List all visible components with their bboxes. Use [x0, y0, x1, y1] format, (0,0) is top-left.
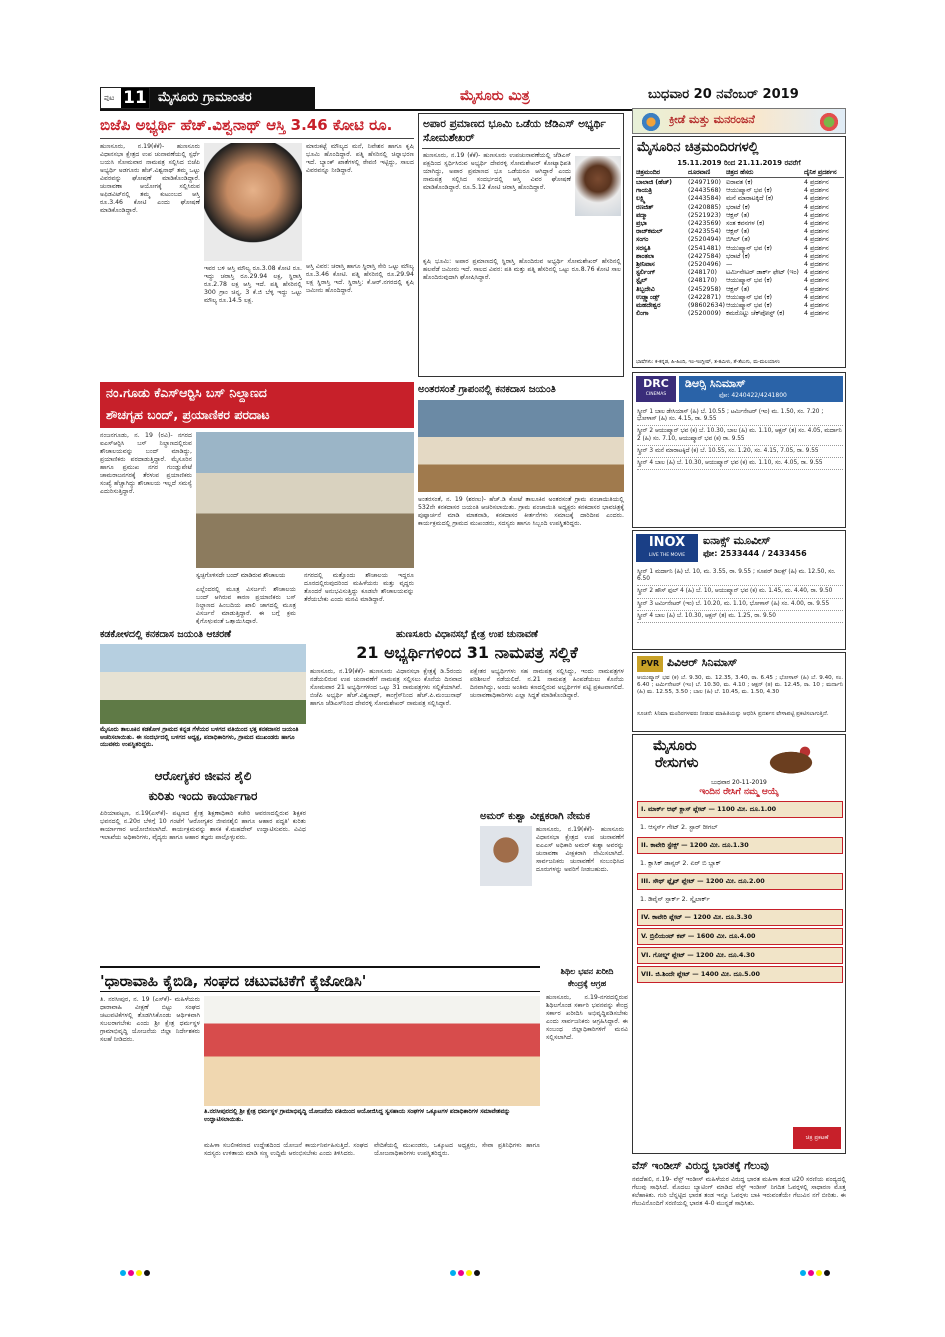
show-count: 4 ಪ್ರದರ್ಶನ	[804, 293, 829, 301]
theatre-name: ಶಾಂತಲಾ	[636, 252, 655, 260]
theatre-name: ಸರಸ್ವತಿ	[636, 244, 651, 252]
story-building	[546, 966, 628, 1262]
drc-logo-sub: CINEMAS	[645, 392, 667, 397]
story-antharasanthe-headline: ಅಂತರಸಂತೆ ಗ್ರಾಪಂನಲ್ಲಿ ಕನಕದಾಸ ಜಯಂತಿ	[418, 384, 556, 395]
drc-phone: ಫೋ: 4240422/4241800	[719, 392, 787, 399]
theatre-phone: (2427584)	[688, 252, 721, 260]
drc-title: ಡಿಆರ್‍ಸಿ ಸಿನಿಮಾಸ್	[685, 377, 746, 390]
theatre-row	[636, 236, 844, 244]
race-selection: 1. ಡಿವೈನ್ ಸ್ಪಾರ್ಕ್ 2. ಸ್ಕೈಲಾರ್ಕ್	[640, 895, 710, 903]
theatre-phone: (2443568)	[688, 187, 721, 195]
story-healthy-lifestyle	[100, 766, 306, 962]
theatre-name: ಸ್ಟೈಲ್	[636, 277, 648, 285]
story-bus-stand-toilet	[100, 382, 414, 624]
race-selections	[637, 801, 843, 985]
film-title: ಆಯುಷ್ಮಾನ್ ಭವ (ಕ)	[726, 277, 772, 285]
story-jds-col1: ಹುಣಸೂರು, ನ.19 (ಕೆಕೆ)- ಹುಣಸೂರು ಉಪಚುನಾವಣೆಯಲ್ಲಿ ಜೆಡಿಎಸ್ ಪಕ್ಷದಿಂದ ಸ್ಪರ್ಧಿಸಿರುವ ಅಭ್ಯರ್ಥಿ ದೇವರಳ್ಳಿ ಸೋಮಶೇಖರ್ ಕೋಟ್ಯಾಧಿಪತಿ ಯಾಗಿದ್ದು, ಅಪಾರ ಪ್ರಮಾಣದ ಭೂ ಒಡೆಯರೂ ಆಗಿದ್ದಾರೆ ಎಂದು ನಾಮಪತ್ರ ಸಲ್ಲಿಸಿದ ಸಂದರ್ಭದಲ್ಲಿ ಆಸ್ತಿ ವಿವರ ಘೋಷಣೆ ಮಾಡಿಕೊಂಡಿದ್ದಾರೆ. ರೂ.5.12 ಕೋಟಿ ಚರಾಸ್ತಿ ಹೊಂದಿದ್ದಾರೆ.	[423, 152, 571, 191]
theatre-name: ಬಾಲಾಜಿ (ಹೆಚ್)	[636, 179, 672, 186]
story-serial-caption: ತಿ.ನರಸೀಪುರದಲ್ಲಿ ಶ್ರೀ ಕ್ಷೇತ್ರ ಧರ್ಮಸ್ಥಳ ಗ್ರಾಮಾಭಿವೃದ್ಧಿ ಯೋಜನೆಯ ವತಿಯಿಂದ ಆಯೋಜಿಸಿದ್ದ ಸ್ವಸಹಾಯ ಸಂಘಗಳ ಒಕ್ಕೂಟಗಳ ಪದಾಧಿಕಾರಿಗಳ ಸಮಾವೇಶವನ್ನು ಉದ್ಘಾಟಿಸಲಾಯಿತು.	[204, 1108, 511, 1123]
divider	[422, 148, 620, 149]
theatre-name: ಸ್ಟರ್ಲಿಂಗ್	[636, 269, 656, 277]
story-building-headline-1: ಶಿಥಿಲ ಭವನ ಖರೀದಿ	[560, 967, 614, 976]
story-cricket-body: ನವದೆಹಲಿ, ನ.19- ವೆಸ್ಟ್ ಇಂಡೀಸ್ ಮಹಿಳೆಯರ ವಿರುದ್ಧ ಭಾರತ ಮಹಿಳಾ ತಂಡ ಟಿ20 ಸರಣಿಯ ಪಂದ್ಯದಲ್ಲಿ ಗೆಲುವು ಸಾಧಿಸಿದೆ. ಮೊದಲು ಬ್ಯಾಟಿಂಗ್ ಮಾಡಿದ ವೆಸ್ಟ್ ಇಂಡೀಸ್ ನಿಗದಿತ ಓವರ್‍ಗಳಲ್ಲಿ ಸಾಧಾರಣ ಮೊತ್ತ ಕಲೆಹಾಕಿತು. ಗುರಿ ಬೆನ್ನಟ್ಟಿದ ಭಾರತ ತಂಡ ಇನ್ನೂ ಓವರ್‍ಗಳು ಬಾಕಿ ಇರುವಂತೆಯೇ ಗೆಲುವಿನ ನಗೆ ಬೀರಿತು. ಈ ಗೆಲುವಿನೊಂದಿಗೆ ಸರಣಿಯಲ್ಲಿ ಭಾರತ 4-0 ಮುನ್ನಡೆ ಸಾಧಿಸಿತು.	[632, 1176, 846, 1207]
show-count: 4 ಪ್ರದರ್ಶನ	[804, 228, 829, 236]
theatre-name: ಪದ್ಮಾ	[636, 211, 648, 219]
film-title: ಐರಾವತ (ಕ)	[726, 179, 753, 186]
race-heading: VII. ಜಿ.ಶಿಂದೇ ಪ್ಲೇಟ್ — 1400 ಮೀ. ದೂ.5.00	[637, 966, 843, 983]
story-bus-col2: ಎಲ್ಲೆಂದರಲ್ಲಿ ಮೂತ್ರ ವಿಸರ್ಜನೆ: ಶೌಚಾಲಯ ಬಂದ್ ಆಗಿರುವ ಕಾರಣ ಪ್ರಯಾಣಿಕರು ಬಸ್ ನಿಲ್ದಾಣದ ಹಿಂಬದಿಯ ಖಾಲಿ ಜಾಗದಲ್ಲಿ ಮೂತ್ರ ವಿಸರ್ಜನೆ ಮಾಡುತ್ತಿದ್ದಾರೆ. ಈ ಬಗ್ಗೆ ಕ್ರಮ ಕೈಗೊಳ್ಳುವಂತೆ ಒತ್ತಾಯಿಸಿದ್ದಾರೆ.	[196, 586, 296, 624]
story-bus-caption: ಸ್ವಚ್ಛಗೊಳಿಸದೇ ಬಂದ್ ಮಾಡಿರುವ ಶೌಚಾಲಯ	[196, 572, 286, 579]
story-antharasanthe-body: ಅಂತರಸಂತೆ, ನ. 19 (ಶರಣು)- ಹೆಚ್.ಡಿ ಕೋಟೆ ತಾಲೂಕಿನ ಅಂತರಸಂತೆ ಗ್ರಾಮ ಪಂಚಾಯಿತಿಯಲ್ಲಿ 532ನೇ ಕನಕದಾಸರ ಜಯಂತಿ ಆಚರಿಸಲಾಯಿತು. ಗ್ರಾಮ ಪಂಚಾಯಿತಿ ಅಧ್ಯಕ್ಷರು ಕನಕದಾಸರ ಭಾವಚಿತ್ರಕ್ಕೆ ಪುಷ್ಪಾರ್ಚನೆ ಮಾಡಿ ಮಾತನಾಡಿ, ಕನಕದಾಸರ ಕೀರ್ತನೆಗಳು ಸಮಾಜಕ್ಕೆ ದಾರಿದೀಪ ಎಂದರು. ಕಾರ್ಯಕ್ರಮದಲ್ಲಿ ಗ್ರಾಮದ ಮುಖಂಡರು, ಸದಸ್ಯರು ಹಾಗೂ ಸಿಬ್ಬಂದಿ ಉಪಸ್ಥಿತರಿದ್ದರು.	[418, 496, 624, 527]
show-count: 4 ಪ್ರದರ್ಶನ	[804, 236, 829, 244]
story-bjp-headline: ಬಿಜೆಪಿ ಅಭ್ಯರ್ಥಿ ಹೆಚ್.ವಿಶ್ವನಾಥ್ ಆಸ್ತಿ 3.46 ಕೋಟಿ ರೂ.	[100, 116, 393, 134]
theatre-row	[636, 294, 844, 302]
theatre-row	[636, 302, 844, 310]
race-heading: VI. ಗೋಲ್ಡ್ ಪ್ಲೇಟ್ — 1200 ಮೀ. ದೂ.4.30	[637, 947, 843, 964]
mysore-races-box	[632, 734, 846, 1154]
story-antharasanthe	[418, 382, 624, 624]
show-count: 4 ಪ್ರದರ್ಶನ	[804, 187, 829, 195]
races-title-1: ಮೈಸೂರು	[653, 738, 697, 754]
race-heading: V. ಬ್ರಿಲಿಯಂಟ್ ಕಪ್ — 1600 ಮೀ. ದೂ.4.00	[637, 928, 843, 945]
inox-screen-line: ಸ್ಕ್ರೀನ್ 2 ಹೌಸ್ ಫುಲ್ 4 (ಹಿ) ಬೆ. 10, ಆಯುಷ್ಮಾನ್ ಭವ (ಕ) ಮ. 1.45, ಮ. 4.40, ರಾ. 9.50	[637, 586, 843, 598]
story-bus-headline-2: ಶೌಚಗೃಹ ಬಂದ್, ಪ್ರಯಾಣಿಕರ ಪರದಾಟ	[106, 407, 270, 422]
story-serial-col1: ತಿ. ನರಸೀಪುರ, ನ. 19 (ಎಸ್‍ಕೆ)- ಮಹಿಳೆಯರು ಧಾರಾವಾಹಿ ವೀಕ್ಷಣೆ ಬಿಟ್ಟು ಸಂಘದ ಚಟುವಟಿಕೆಗಳಲ್ಲಿ ತೊಡಗಿಸಿಕೊಂಡು ಆರ್ಥಿಕವಾಗಿ ಸಬಲರಾಗಬೇಕು ಎಂದು ಶ್ರೀ ಕ್ಷೇತ್ರ ಧರ್ಮಸ್ಥಳ ಗ್ರಾಮಾಭಿವೃದ್ಧಿ ಯೋಜನೆಯ ಜಿಲ್ಲಾ ನಿರ್ದೇಶಕರು ಸಲಹೆ ನೀಡಿದರು.	[100, 996, 200, 1043]
drc-logo-text: DRC	[643, 377, 669, 390]
theatre-row	[636, 253, 844, 261]
pvr-title: ಪಿವಿಆರ್ ಸಿನಿಮಾಸ್	[667, 656, 738, 669]
theatre-table-body	[636, 179, 844, 318]
story-cricket	[632, 1158, 846, 1262]
story-observer	[480, 810, 624, 962]
inox-box	[632, 530, 846, 650]
theatre-row	[636, 179, 844, 187]
show-count: 4 ಪ್ರದರ್ಶನ	[804, 310, 829, 318]
drc-title-bar	[679, 376, 843, 402]
theatre-listings-title: ಮೈಸೂರಿನ ಚಿತ್ರಮಂದಿರಗಳಲ್ಲಿ	[637, 140, 759, 155]
film-title: ಆಯುಷ್ಮಾನ್ ಭವ (ಕ)	[726, 293, 772, 301]
theatre-phone: (2420885)	[688, 203, 721, 211]
story-bjp-col3: ಆಸ್ತಿ ವಿವರ: ಚರಾಸ್ತಿ ಹಾಗೂ ಸ್ಥಿರಾಸ್ತಿ ಸೇರಿ ಒಟ್ಟು ಮೌಲ್ಯ ರೂ.3.46 ಕೋಟಿ. ಪತ್ನಿ ಹೆಸರಿನಲ್ಲಿ ರೂ.29.94 ಲಕ್ಷ ಸ್ಥಿರಾಸ್ತಿ ಇದೆ. ಸ್ಥಿರಾಸ್ತಿ: ಕೆ.ಆರ್.ನಗರದಲ್ಲಿ ಕೃಷಿ ಜಮೀನು ಹೊಂದಿದ್ದಾರೆ.	[306, 263, 414, 294]
story-kadakola-caption: ಮೈಸೂರು ತಾಲೂಕಿನ ಕಡಕೋಳ ಗ್ರಾಮದ ಕನ್ನಡ ಗೆಳೆಯರ ಬಳಗದ ವತಿಯಿಂದ ಭಕ್ತ ಕನಕದಾಸರ ಜಯಂತಿ ಆಚರಿಸಲಾಯಿತು. ಈ ಸಂದರ್ಭದಲ್ಲಿ ಬಳಗದ ಅಧ್ಯಕ್ಷ, ಪದಾಧಿಕಾರಿಗಳು, ಗ್ರಾಮದ ಮುಖಂಡರು ಹಾಗೂ ಯುವಕರು ಉಪಸ್ಥಿತರಿದ್ದರು.	[100, 726, 299, 748]
kadakola-photo	[100, 644, 306, 724]
theatre-phone: (2443584)	[688, 195, 721, 203]
registration-marks-right	[800, 1270, 830, 1276]
show-count: 4 ಪ್ರದರ್ಶನ	[804, 252, 829, 260]
race-heading: I. ಮಾರ್ಕ್ ಆಫ್ ಕ್ಲಾಸ್ ಪ್ಲೇಟ್ — 1100 ಮೀ. ದೂ.1.00	[637, 801, 843, 818]
page-number-box	[100, 87, 150, 109]
theatre-row	[636, 228, 844, 236]
drc-screen-line: ಸ್ಕ್ರೀನ್ 3 ಮನೆ ಮಾರಾಟಕ್ಕಿದೆ (ಕ) ಬೆ. 10.55, ಸಂ. 1.20, ಸಂ. 4.15, 7.05, ರಾ. 9.55	[637, 446, 843, 458]
film-title: ಆಕ್ಷನ್ (ತ)	[726, 211, 750, 219]
header-phone: ದೂರವಾಣಿ	[688, 169, 711, 176]
candidate-photo-somashekar	[575, 156, 621, 216]
show-count: 4 ಪ್ರದರ್ಶನ	[804, 277, 829, 285]
theatre-row	[636, 187, 844, 195]
theatre-listings	[632, 136, 846, 368]
film-title: ಆಯುಷ್ಮಾನ್ ಭವ (ಕ)	[726, 244, 772, 252]
races-tip-badge: ಚಿತ್ರ ಪ್ರಕಟಣೆ	[793, 1127, 841, 1149]
theatre-phone: (2520496)	[688, 261, 721, 269]
header-theatre: ಚಿತ್ರಮಂದಿರ	[636, 169, 661, 176]
film-title: —	[726, 261, 733, 269]
film-title: ಆಯುಷ್ಮಾನ್ ಭವ (ಕ)	[726, 187, 772, 195]
theatre-phone: (2497190)	[688, 179, 721, 186]
story-health-headline-1: ಆರೋಗ್ಯಕರ ಜೀವನ ಶೈಲಿ	[154, 769, 252, 783]
drc-cinemas-box	[632, 372, 846, 528]
story-observer-headline: ಅಮರ್ ಕುಶ್ವಾ ವೀಕ್ಷಕರಾಗಿ ನೇಮಕ	[480, 811, 590, 822]
inox-schedule	[637, 567, 843, 623]
race-heading: IV. ಕಾವೇರಿ ಪ್ಲೇಟ್ — 1200 ಮೀ. ದೂ.3.30	[637, 909, 843, 926]
story-bjp-col4: ಇವರ ಬಳಿ ಆಸ್ತಿ ಮೌಲ್ಯ ರೂ.3.08 ಕೋಟಿ ರೂ. ಇದ್ದು ಚರಾಸ್ತಿ ರೂ.29.94 ಲಕ್ಷ, ಸ್ಥಿರಾಸ್ತಿ ರೂ.2.78 ಲಕ್ಷ ಆಸ್ತಿ ಇದೆ. ಪತ್ನಿ ಹೆಸರಿನಲ್ಲಿ 300 ಗ್ರಾಂ ಚಿನ್ನ, 3 ಕೆ.ಜಿ ಬೆಳ್ಳಿ ಇದ್ದು ಒಟ್ಟು ಮೌಲ್ಯ ರೂ.14.5 ಲಕ್ಷ.	[204, 265, 302, 304]
show-count: 4 ಪ್ರದರ್ಶನ	[804, 220, 829, 228]
story-serial-col2: ಮಹಿಳಾ ಸಬಲೀಕರಣದ ಉದ್ದೇಶದಿಂದ ಯೋಜನೆ ಕಾರ್ಯನಿರ್ವಹಿಸುತ್ತಿದೆ. ಸಂಘದ ಸದಸ್ಯರು ಉಳಿತಾಯ ಮಾಡಿ ಸಣ್ಣ ಉದ್ದಿಮೆ ಆರಂಭಿಸಬೇಕು ಎಂದು ತಿಳಿಸಿದರು.	[204, 1142, 368, 1157]
dance-icon	[817, 113, 841, 131]
header-shows: ದೈನಿಕ ಪ್ರದರ್ಶನ	[804, 169, 837, 176]
story-building-headline-2: ಕೇಂದ್ರಕ್ಕೆ ಆಗ್ರಹ	[567, 979, 607, 988]
theatre-name: ಉಡ್ಲ್ಯಾಂಡ್ಸ್	[636, 293, 660, 301]
race-heading: II. ಕಾವೇರಿ ಸ್ಟೇಕ್ಸ್ — 1200 ಮೀ. ದೂ.1.30	[637, 837, 843, 854]
show-count: 4 ಪ್ರದರ್ಶನ	[804, 285, 829, 293]
story-bjp-col1: ಹುಣಸೂರು, ನ.19(ಕೆಕೆ)- ಹುಣಸೂರು ವಿಧಾನಸಭಾ ಕ್ಷೇತ್ರದ ಉಪ ಚುನಾವಣೆಯಲ್ಲಿ ಸ್ಪರ್ಧೆ ಬಯಸಿ ಸೋಮವಾರ ನಾಮಪತ್ರ ಸಲ್ಲಿಸಿದ ಬಿಜೆಪಿ ಅಭ್ಯರ್ಥಿ ಅಡಗೂರು ಹೆಚ್.ವಿಶ್ವನಾಥ್ ತಮ್ಮ ಒಟ್ಟು ವಿವರವನ್ನು ಘೋಷಣೆ ಮಾಡಿಕೊಂಡಿದ್ದಾರೆ. ಚುನಾವಣಾ ಆಯೋಗಕ್ಕೆ ಸಲ್ಲಿಸಿರುವ ಅಫಿಡವಿಟ್‍ನಲ್ಲಿ ತಮ್ಮ ಕುಟುಂಬದ ಆಸ್ತಿ ರೂ.3.46 ಕೋಟಿ ಎಂದು ಘೋಷಣೆ ಮಾಡಿಕೊಂಡಿದ್ದಾರೆ.	[100, 143, 200, 214]
story-nominations-kicker: ಹುಣಸೂರು ವಿಧಾನಸಭೆ ಕ್ಷೇತ್ರ ಉಪ ಚುನಾವಣೆ	[396, 629, 538, 640]
theatre-row	[636, 310, 844, 318]
sangha-event-photo	[204, 996, 540, 1106]
cinema-note: ಸೂಚನೆ: ಸಿನಿಮಾ ಮಂದಿರಗಳವರು ನೀಡುವ ಮಾಹಿತಿಯನ್ನು ಆಧರಿಸಿ ಪ್ರದರ್ಶನ ವೇಳಾಪಟ್ಟಿ ಪ್ರಕಟಿಸಲಾಗುತ್ತಿದೆ.	[637, 711, 829, 717]
inox-phone: ಫೋ: 2533444 / 2433456	[703, 549, 807, 558]
page-number: 11	[121, 88, 149, 108]
story-bus-headline-bar	[100, 382, 414, 428]
theatre-phone: (2423554)	[688, 228, 721, 236]
film-title: ಆಕ್ಷನ್ (ತ)	[726, 285, 750, 293]
pvr-logo: PVR	[637, 656, 663, 672]
candidate-photo-vishwanath	[204, 143, 302, 261]
theatre-row	[636, 269, 844, 277]
sports-icon	[639, 113, 663, 131]
antharasanthe-photo	[418, 400, 624, 492]
races-title-2: ರೇಸುಗಳು	[655, 755, 699, 771]
story-health-body: ಪಿರಿಯಾಪಟ್ಟಣ, ನ.19(ಎಸ್‍ಕೆ)- ಪಟ್ಟಣದ ಕ್ಷೇತ್ರ ಶಿಕ್ಷಣಾಧಿಕಾರಿ ಕಚೇರಿ ಆವರಣದಲ್ಲಿರುವ ಶಿಕ್ಷಕರ ಭವನದಲ್ಲಿ ನ.20ರ ಬೆಳಿಗ್ಗೆ 10 ಗಂಟೆಗೆ 'ಆರೋಗ್ಯಕರ ಜೀವನಶೈಲಿ ಹಾಗೂ ಆಹಾರ ಪದ್ಧತಿ' ಕುರಿತು ಕಾರ್ಯಾಗಾರ ಆಯೋಜಿಸಲಾಗಿದೆ. ಕಾರ್ಯಕ್ರಮವನ್ನು ಶಾಸಕ ಕೆ.ಮಹದೇವ್ ಉದ್ಘಾಟಿಸುವರು. ವಿವಿಧ ಇಲಾಖೆಯ ಅಧಿಕಾರಿಗಳು, ವೈದ್ಯರು ಹಾಗೂ ಆಹಾರ ತಜ್ಞರು ಪಾಲ್ಗೊಳ್ಳುವರು.	[100, 810, 306, 841]
film-title: ಮನೆ ಮಾರಾಟಕ್ಕಿದೆ (ಕ)	[726, 195, 774, 203]
show-count: 4 ಪ್ರದರ್ಶನ	[804, 211, 829, 219]
theatre-row	[636, 195, 844, 203]
story-bjp-assets	[100, 113, 414, 377]
story-bjp-col2: ಮಾರುಕಟ್ಟೆ ಮೌಲ್ಯದ ಮನೆ, ನಿವೇಶನ ಹಾಗೂ ಕೃಷಿ ಭೂಮಿ ಹೊಂದಿದ್ದಾರೆ. ಪತ್ನಿ ಹೆಸರಿನಲ್ಲಿ ಚಿನ್ನಾಭರಣ ಇದೆ. ಬ್ಯಾಂಕ್ ಖಾತೆಗಳಲ್ಲಿ ಠೇವಣಿ ಇಟ್ಟಿದ್ದು, ಸಾಲದ ವಿವರವನ್ನೂ ನೀಡಿದ್ದಾರೆ.	[306, 143, 414, 174]
story-bus-col3: ನಗರದಲ್ಲಿ ಮತ್ತೊಂದು ಶೌಚಾಲಯ ಇದ್ದರೂ ದೂರದಲ್ಲಿರುವುದರಿಂದ ಮಹಿಳೆಯರು ಮತ್ತು ವೃದ್ಧರು ತೊಂದರೆ ಅನುಭವಿಸುತ್ತಿದ್ದು ಕೂಡಲೇ ಶೌಚಾಲಯವನ್ನು ತೆರೆಯಬೇಕು ಎಂದು ಮನವಿ ಮಾಡಿದ್ದಾರೆ.	[304, 572, 414, 603]
registration-marks-left	[120, 1270, 150, 1276]
theatre-phone: (2520009)	[688, 310, 721, 318]
film-title: ಆಕ್ಷನ್ (ತ)	[726, 228, 750, 236]
story-kadakola	[100, 628, 306, 764]
races-date: ಬುಧವಾರ 20-11-2019	[711, 779, 767, 786]
drc-logo	[636, 376, 676, 402]
story-serial-headline: 'ಧಾರಾವಾಹಿ ಕೈಬಿಡಿ, ಸಂಘದ ಚಟುವಟಿಕೆಗೆ ಕೈಜೋಡಿಸಿ'	[100, 966, 540, 992]
inox-screen-line: ಸ್ಕ್ರೀನ್ 3 ಟರ್ಮಿನೇಟರ್ (ಇಂ) ಬೆ. 10.20, ಮ. 1.10, ಭೋಳಾಸ್ (ಹಿ) ಸಂ. 4.00, ರಾ. 9.55	[637, 599, 843, 611]
entertainment-banner-title: ಕ್ರೀಡೆ ಮತ್ತು ಮನರಂಜನೆ	[669, 113, 755, 126]
show-count: 4 ಪ್ರದರ್ಶನ	[804, 302, 829, 310]
story-building-body: ಹುಣಸೂರು, ನ.19-ನಗರದಲ್ಲಿರುವ ಶಿಥಿಲಗೊಂಡ ಸರ್ಕಾರಿ ಭವನವನ್ನು ಕೇಂದ್ರ ಸರ್ಕಾರ ಖರೀದಿಸಿ ಅಭಿವೃದ್ಧಿಪಡಿಸಬೇಕು ಎಂದು ಸಾರ್ವಜನಿಕರು ಆಗ್ರಹಿಸಿದ್ದಾರೆ. ಈ ಸಂಬಂಧ ಜಿಲ್ಲಾಧಿಕಾರಿಗಳಿಗೆ ಮನವಿ ಸಲ್ಲಿಸಲಾಗಿದೆ.	[546, 994, 628, 1041]
theatre-name: ರಣಜಿತ್	[636, 203, 654, 211]
story-health-headline-2: ಕುರಿತು ಇಂದು ಕಾರ್ಯಾಗಾರ	[148, 789, 258, 803]
issue-date: ಬುಧವಾರ 20 ನವೆಂಬರ್ 2019	[648, 87, 799, 102]
theatre-row	[636, 204, 844, 212]
theatre-row	[636, 245, 844, 253]
inox-screen-line: ಸ್ಕ್ರೀನ್ 4 ಬಾಲ (ಹಿ) ಬೆ. 10.30, ಆಕ್ಷನ್ (ತ) ಮ. 1.25, ರಾ. 9.50	[637, 611, 843, 623]
theatre-row	[636, 220, 844, 228]
divider	[100, 138, 414, 139]
theatre-phone: (98602634)	[688, 302, 725, 310]
story-nominations-headline: 21 ಅಭ್ಯರ್ಥಿಗಳಿಂದ 31 ನಾಮಪತ್ರ ಸಲ್ಲಿಕೆ	[356, 643, 578, 662]
theatre-table-header	[636, 169, 844, 178]
theatre-phone: (2422871)	[688, 293, 721, 301]
theatre-phone: (2423569)	[688, 220, 721, 228]
page-label: ಪುಟ	[104, 94, 115, 102]
film-title: ಭರಾಟೆ (ಕ)	[726, 203, 750, 211]
theatre-name: ಲಿಂಗಾ	[636, 310, 649, 318]
story-serial-sangha	[100, 966, 540, 1262]
theatre-name: ಗಾಯತ್ರಿ	[636, 187, 652, 195]
theatre-phone: (248170)	[688, 269, 717, 277]
theatre-row	[636, 212, 844, 220]
theatre-name: ಸಂಗಂ	[636, 236, 649, 244]
inox-title: ಐನಾಕ್ಸ್ ಮೂವೀಸ್	[703, 534, 771, 547]
registration-marks-center	[450, 1270, 480, 1276]
show-count: 4 ಪ್ರದರ್ಶನ	[804, 195, 829, 203]
story-bus-col1: ನಂಜನಗೂಡು, ನ. 19 (ರವಿ)- ನಗರದ ಐಎಸ್‍ಆರ್‍ಟಿಸಿ ಬಸ್ ನಿಲ್ದಾಣದಲ್ಲಿರುವ ಶೌಚಾಲಯವನ್ನು ಬಂದ್ ಮಾಡಿದ್ದು, ಪ್ರಯಾಣಿಕರು ಪರದಾಡುತ್ತಿದ್ದಾರೆ. ಮೈಸೂರಿನ ಹಾಗೂ ಪ್ರಮುಖ ನಗರ ಗುಂಡ್ಲುಪೇಟೆ ಚಾಮರಾಜನಗರಕ್ಕೆ ತೆರಳುವ ಪ್ರಯಾಣಿಕರು ಸಂಖ್ಯೆ ಹೆಚ್ಚಾಗಿದ್ದು ಶೌಚಾಲಯ ಇಲ್ಲದೆ ಸಮಸ್ಯೆ ಎದುರಿಸುತ್ತಿದ್ದಾರೆ.	[100, 432, 192, 495]
header-film: ಚಿತ್ರದ ಹೆಸರು	[726, 169, 754, 176]
drc-schedule	[637, 407, 843, 470]
story-jds-col2: ಕೃಷಿ ಭೂಮಿ: ಅಪಾರ ಪ್ರಮಾಣದಲ್ಲಿ ಸ್ಥಿರಾಸ್ತಿ ಹೊಂದಿರುವ ಅಭ್ಯರ್ಥಿ ಸೋಮಶೇಖರ್ ಹೆಸರಿನಲ್ಲಿ ಹಲವೆಡೆ ಜಮೀನು ಇದೆ. ಸಾಲದ ವಿವರ: ಪತಿ ಮತ್ತು ಪತ್ನಿ ಹೆಸರಿನಲ್ಲಿ ಒಟ್ಟು ರೂ.8.76 ಕೋಟಿ ಸಾಲ ಹೊಂದಿರುವುದಾಗಿ ಘೋಷಿಸಿದ್ದಾರೆ.	[423, 258, 621, 281]
theatre-name: ಮಹದೇಶ್ವರ	[636, 302, 661, 310]
show-count: 4 ಪ್ರದರ್ಶನ	[804, 261, 829, 269]
story-jds-candidate	[418, 113, 624, 377]
entertainment-banner	[632, 108, 846, 134]
theatre-name: ಶ್ರೀನಿವಾಸ	[636, 261, 655, 269]
show-count: 4 ಪ್ರದರ್ಶನ	[804, 203, 829, 211]
film-title: ಬಿಗಿಲ್ (ತ)	[726, 236, 751, 244]
film-title: ಸಂತ ಕವನಗಳ (ಕ)	[726, 220, 765, 228]
theatre-phone: (248170)	[688, 277, 717, 285]
story-observer-body: ಹುಣಸೂರು, ನ.19(ಕೆಕೆ)- ಹುಣಸೂರು ವಿಧಾನಸಭಾ ಕ್ಷೇತ್ರದ ಉಪ ಚುನಾವಣೆಗೆ ಐಎಎಸ್ ಅಧಿಕಾರಿ ಅಮರ್ ಕುಶ್ವಾ ಅವರನ್ನು ಚುನಾವಣಾ ವೀಕ್ಷಕರಾಗಿ ನೇಮಿಸಲಾಗಿದೆ. ಸಾರ್ವಜನಿಕರು ಚುನಾವಣೆಗೆ ಸಂಬಂಧಿಸಿದ ದೂರುಗಳನ್ನು ಅವರಿಗೆ ನೀಡಬಹುದು.	[536, 826, 624, 873]
inox-logo	[636, 534, 698, 562]
theatre-name: ರಾಜ್‍ಕಮಲ್	[636, 228, 663, 236]
show-count: 4 ಪ್ರದರ್ಶನ	[804, 244, 829, 252]
story-serial-col3: ವೇದಿಕೆಯಲ್ಲಿ ಮುಖಂಡರು, ಒಕ್ಕೂಟದ ಅಧ್ಯಕ್ಷರು, ಸೇವಾ ಪ್ರತಿನಿಧಿಗಳು ಹಾಗೂ ಯೋಜನಾಧಿಕಾರಿಗಳು ಉಪಸ್ಥಿತರಿದ್ದರು.	[374, 1142, 540, 1157]
story-nominations-col1: ಹುಣಸೂರು, ನ.19(ಕೆಕೆ)- ಹುಣಸೂರು ವಿಧಾನಸಭಾ ಕ್ಷೇತ್ರಕ್ಕೆ ಡಿ.5ರಂದು ನಡೆಯಲಿರುವ ಉಪ ಚುನಾವಣೆಗೆ ನಾಮಪತ್ರ ಸಲ್ಲಿಸಲು ಕೊನೆಯ ದಿನವಾದ ಸೋಮವಾರ 21 ಅಭ್ಯರ್ಥಿಗಳಿಂದ ಒಟ್ಟು 31 ನಾಮಪತ್ರಗಳು ಸಲ್ಲಿಕೆಯಾಗಿವೆ. ಬಿಜೆಪಿ ಅಭ್ಯರ್ಥಿ ಹೆಚ್.ವಿಶ್ವನಾಥ್, ಕಾಂಗ್ರೆಸ್‍ನಿಂದ ಹೆಚ್.ಪಿ.ಮಂಜುನಾಥ್ ಹಾಗೂ ಜೆಡಿಎಸ್‍ನಿಂದ ದೇವರಳ್ಳಿ ಸೋಮಶೇಖರ್ ನಾಮಪತ್ರ ಸಲ್ಲಿಸಿದ್ದಾರೆ.	[310, 668, 462, 707]
film-title: ಭರಾಟೆ (ಕ)	[726, 252, 750, 260]
theatre-row	[636, 261, 844, 269]
horse-icon	[763, 741, 833, 777]
drc-screen-line: ಸ್ಕ್ರೀನ್ 2 ಆಯುಷ್ಮಾನ್ ಭವ (ಕ) ಬೆ. 10.30, ಬಾಲ (ಹಿ) ಮ. 1.10, ಆಕ್ಷನ್ (ತ) ಸಂ. 4.05, ಮರ್ದಾನಿ 2 (ಹಿ) ಸಂ. 7.10, ಆಯುಷ್ಮಾನ್ ಭವ (ಕ) ರಾ. 9.55	[637, 426, 843, 445]
film-title: ಕಮರೊಟ್ಟು ಚೆಕ್‍ಪೋಸ್ಟ್ (ಕ)	[726, 310, 785, 318]
races-selection-title: ಇಂದಿನ ರೇಸಿಗೆ ನಮ್ಮ ಆಯ್ಕೆ	[699, 787, 779, 797]
language-legend: ಭಾಷೆಗಳು: ಕ-ಕನ್ನಡ, ಹಿ-ಹಿಂದಿ, ಇಂ-ಇಂಗ್ಲೀಷ್, ತ-ತಮಿಳು, ತೆ-ತೆಲುಗು, ಮ-ಮಲಯಾಳಂ	[636, 359, 780, 365]
inox-logo-sub: LIVE THE MOVIE	[648, 553, 686, 558]
theatre-phone: (2521923)	[688, 211, 721, 219]
inox-logo-text: INOX	[648, 535, 686, 550]
theatre-date-range: 15.11.2019 ರಿಂದ 21.11.2019 ರವರೆಗೆ	[677, 159, 801, 167]
bus-stand-photo	[196, 432, 414, 568]
story-nominations-col2: ಪಕ್ಷೇತರ ಅಭ್ಯರ್ಥಿಗಳು ಸಹ ನಾಮಪತ್ರ ಸಲ್ಲಿಸಿದ್ದು, ಇಂದು ನಾಮಪತ್ರಗಳ ಪರಿಶೀಲನೆ ನಡೆಯಲಿದೆ. ನ.21 ನಾಮಪತ್ರ ಹಿಂಪಡೆಯಲು ಕೊನೆಯ ದಿನವಾಗಿದ್ದು, ಅಂದು ಅಂತಿಮ ಕಣದಲ್ಲಿರುವ ಅಭ್ಯರ್ಥಿಗಳ ಪಟ್ಟಿ ಪ್ರಕಟವಾಗಲಿದೆ. ಚುನಾವಣಾಧಿಕಾರಿಗಳು ಎಲ್ಲಾ ಸಿದ್ಧತೆ ಮಾಡಿಕೊಂಡಿದ್ದಾರೆ.	[470, 668, 624, 699]
theatre-name: ಪ್ರಭಾ	[636, 220, 647, 228]
theatre-phone: (2541481)	[688, 244, 721, 252]
theatre-name: ಲಕ್ಷ್ಮಿ	[636, 195, 646, 203]
theatre-row	[636, 286, 844, 294]
race-selection: 1. ಕ್ಲಾಸಿಕ್ ಡಾನ್ಸರ್ 2. ಏರ್ ಬಿ ಬ್ಲಾಕ್	[640, 859, 721, 867]
story-kadakola-headline: ಕಡಕೋಳದಲ್ಲಿ ಕನಕದಾಸ ಜಯಂತಿ ಆಚರಣೆ	[100, 629, 232, 640]
theatre-phone: (2520494)	[688, 236, 721, 244]
pvr-box	[632, 652, 846, 732]
story-cricket-headline: ವೆಸ್ ಇಂಡೀಸ್ ವಿರುದ್ಧ ಭಾರತಕ್ಕೆ ಗೆಲುವು	[632, 1160, 769, 1172]
story-jds-headline: ಅಪಾರ ಪ್ರಮಾಣದ ಭೂಮಿ ಒಡೆಯ ಜೆಡಿಎಸ್ ಅಭ್ಯರ್ಥಿ ಸೋಮಶೇಖರ್	[423, 118, 606, 144]
observer-photo	[480, 826, 532, 886]
theatre-row	[636, 277, 844, 285]
drc-screen-line: ಸ್ಕ್ರೀನ್ 4 ಬಾಲ (ಹಿ) ಬೆ. 10.30, ಆಯುಷ್ಮಾನ್ ಭವ (ಕ) ಮ. 1.10, ಸಂ. 4.05, ರಾ. 9.55	[637, 458, 843, 470]
story-nominations	[310, 628, 624, 808]
drc-screen-line: ಸ್ಕ್ರೀನ್ 1 ಬಾಲ ಡೇಸಿಯಾಸ್ (ಹಿ) ಬೆ. 10.55 ; ಟರ್ಮಿನೇಟರ್ (ಇಂ) ಮ. 1.50, ಸಂ. 7.20 ; ಭೋಳಾಸ್ (ಹಿ) ಸಂ. 4.15, ರಾ. 9.55	[637, 407, 843, 426]
race-heading: III. ಸೌಥ್ ಫ್ಲೈಟ್ ಪ್ಲೇಟ್ — 1200 ಮೀ. ದೂ.2.00	[637, 873, 843, 890]
inox-screen-line: ಸ್ಕ್ರೀನ್ 1 ಮರ್ದಾನಿ (ಹಿ) ಬೆ. 10, ಮ. 3.55, ರಾ. 9.55 ; ಸೂಪರ್ ಡಿಲಕ್ಸ್ (ಹಿ) ಮ. 12.50, ಸಂ. 6.50	[637, 567, 843, 586]
paper-name: ಮೈಸೂರು ಮಿತ್ರ	[460, 88, 530, 104]
race-selection: 1. ಆಸ್ಕರ್ಸ್ ಗೇಟ್ 2. ಸ್ಟಾರ್ ರೀಗಲ್	[640, 823, 718, 831]
theatre-phone: (2452958)	[688, 285, 721, 293]
show-count: 4 ಪ್ರದರ್ಶನ	[804, 179, 829, 186]
story-bus-headline-1: ನಂ.ಗೂಡು ಕೆಎಸ್‍ಆರ್‍ಟಿಸಿ ಬಸ್ ನಿಲ್ದಾಣದ	[106, 385, 267, 400]
film-title: ಟರ್ಮಿನೇಟರ್ ಡಾರ್ಕ್ ಫೇಟ್ (ಇಂ)	[726, 269, 799, 277]
pvr-schedule: ಆಯುಷ್ಮಾನ್ ಭವ (ಕ) ಬೆ. 9.30, ಮ. 12.35, 3.40, ರಾ. 6.45 ; ಭೋಳಾಸ್ (ಹಿ) ಬೆ. 9.40, ಸಂ. 6.40 ; ಟರ್ಮಿನೇಟರ್ (ಇಂ) ಬೆ. 10.30, ಮ. 4.10 ; ಆಕ್ಷನ್ (ತ) ಮ. 12.45, ರಾ. 10 ; ಮರ್ದಾನಿ (ಹಿ) ಮ. 12.55, 3.50 ; ಬಾಲ (ಹಿ) ಬೆ. 10.45, ಮ. 1.50, 4.30	[637, 675, 843, 695]
show-count: 4 ಪ್ರದರ್ಶನ	[804, 269, 829, 277]
film-title: ಆಯುಷ್ಮಾನ್ ಭವ (ಕ)	[726, 302, 772, 310]
theatre-name: ತಿಬ್ಬದೇವಿ	[636, 285, 655, 293]
section-title: ಮೈಸೂರು ಗ್ರಾಮಾಂತರ	[150, 87, 315, 109]
